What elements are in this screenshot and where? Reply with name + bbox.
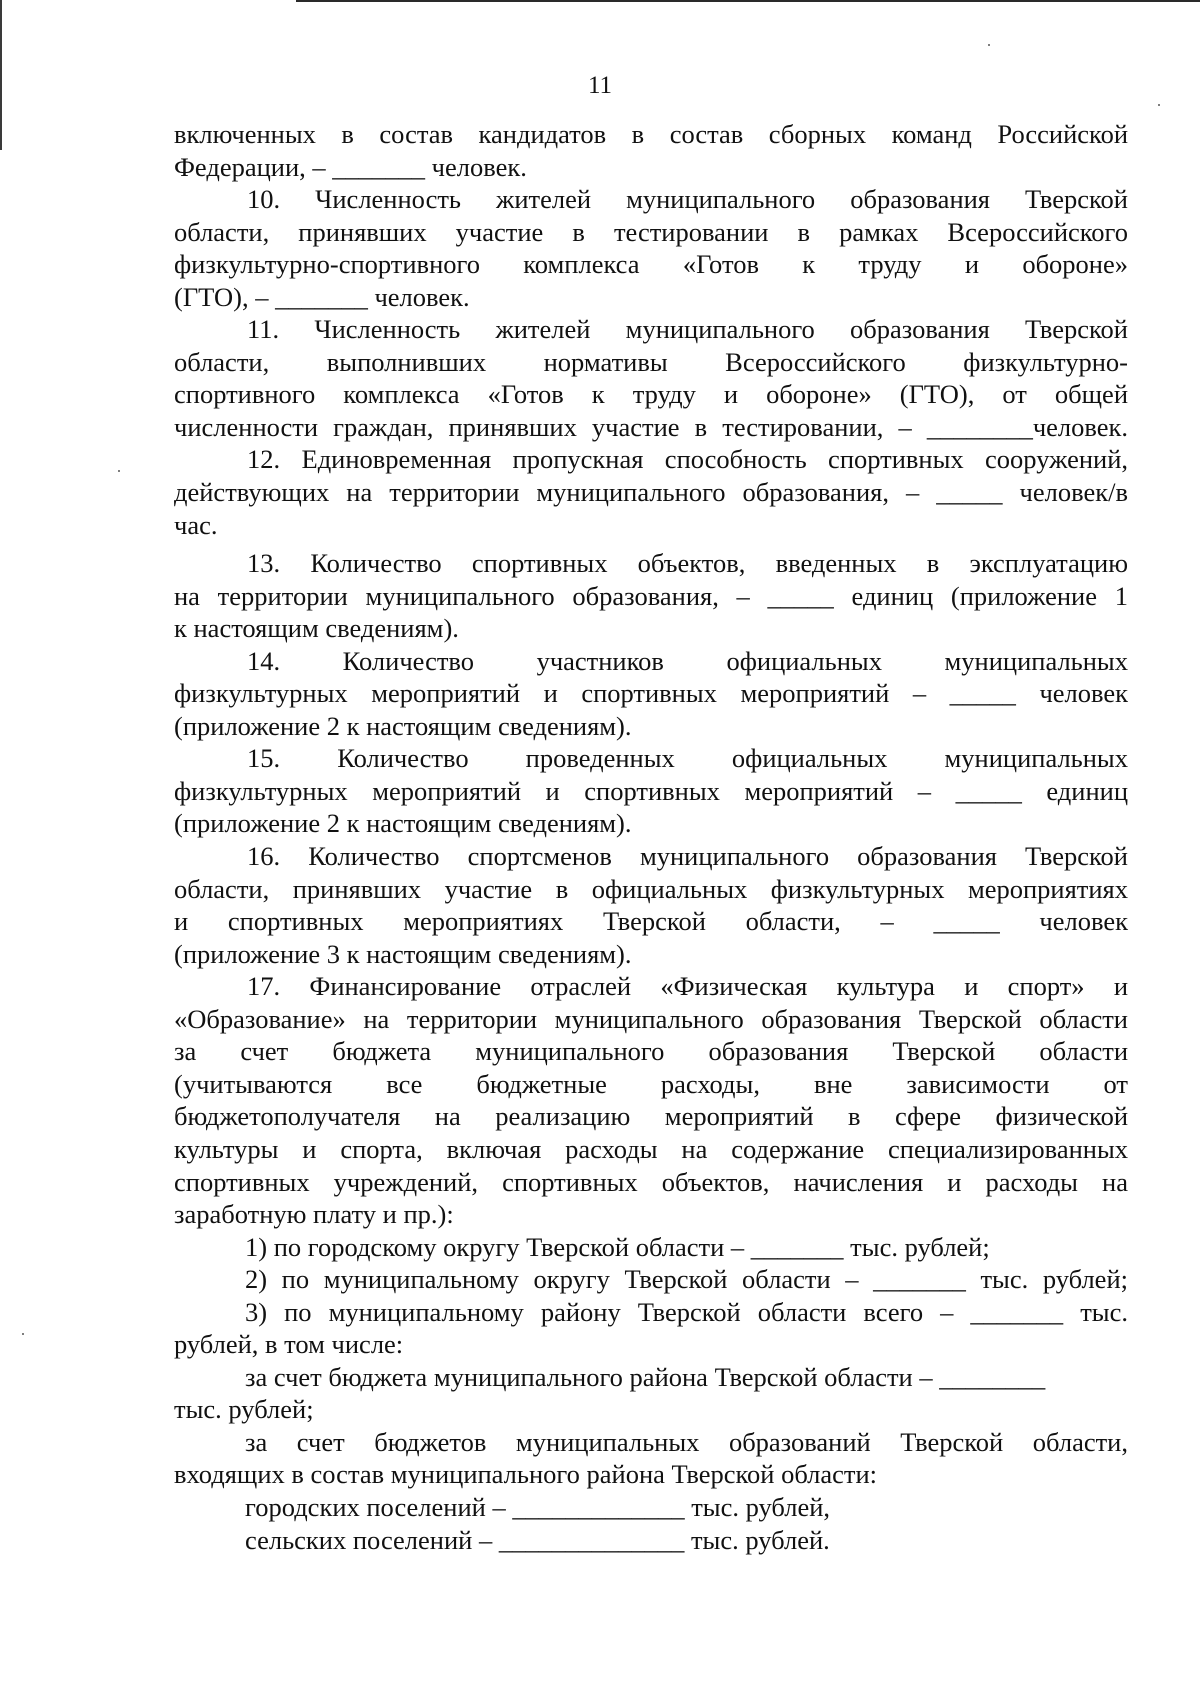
text-line: и спортивных мероприятиях Тверской области, – _____ человек (174, 906, 1128, 937)
text-line: за счет бюджетов муниципальных образований Тверской области, (245, 1426, 1128, 1457)
text-line: физкультурных мероприятий и спортивных мероприятий – _____ человек (174, 678, 1128, 709)
text-line: к настоящим сведениям). (174, 613, 459, 644)
text-line: за счет бюджета муниципального района Тверской области – ________ (245, 1361, 1046, 1392)
text-line: спортивного комплекса «Готов к труду и обороне» (ГТО), от общей (174, 379, 1128, 410)
text-line: час. (174, 509, 218, 540)
text-line: на территории муниципального образования, – _____ единиц (приложение 1 (174, 580, 1128, 611)
subitem-2: 2) по муниципальному округу Тверской области – _______ тыс. рублей; (245, 1264, 1128, 1295)
page-number: 11 (587, 72, 613, 99)
text-line: действующих на территории муниципального образования, – _____ человек/в (174, 477, 1128, 508)
text-line: области, принявших участие в официальных физкультурных мероприятиях (174, 873, 1128, 904)
item-12-heading: 12. Единовременная пропускная способность спортивных сооружений, (247, 444, 1128, 475)
text-line: «Образование» на территории муниципального образования Тверской области (174, 1003, 1128, 1034)
text-line: физкультурно-спортивного комплекса «Готов к труду и обороне» (174, 249, 1128, 280)
item-15-heading: 15. Количество проведенных официальных муниципальных (247, 743, 1128, 774)
text-line: (приложение 2 к настоящим сведениям). (174, 710, 632, 741)
text-line: (приложение 2 к настоящим сведениям). (174, 808, 632, 839)
item-11-heading: 11. Численность жителей муниципального образования Тверской (247, 314, 1128, 345)
scan-speck (118, 470, 120, 472)
text-line: тыс. рублей; (174, 1394, 314, 1425)
text-line: заработную плату и пр.): (174, 1199, 454, 1230)
scan-speck (988, 44, 990, 46)
text-line: области, принявших участие в тестировании в рамках Всероссийского (174, 216, 1128, 247)
item-14-heading: 14. Количество участников официальных муниципальных (247, 645, 1128, 676)
text-line: городских поселений – _____________ тыс. рублей, (245, 1491, 831, 1522)
scan-top-border (296, 0, 1200, 2)
text-line: (приложение 3 к настоящим сведениям). (174, 938, 632, 969)
item-17-heading: 17. Финансирование отраслей «Физическая культура и спорт» и (247, 971, 1128, 1002)
text-line: за счет бюджета муниципального образования Тверской области (174, 1036, 1128, 1067)
item-13-heading: 13. Количество спортивных объектов, введенных в эксплуатацию (247, 548, 1128, 579)
subitem-3: 3) по муниципальному району Тверской области всего – _______ тыс. (245, 1296, 1128, 1327)
item-16-heading: 16. Количество спортсменов муниципального образования Тверской (247, 841, 1128, 872)
text-line: входящих в состав муниципального района Тверской области: (174, 1459, 878, 1490)
text-line: численности граждан, принявших участие в тестировании, – ________человек. (174, 411, 1128, 442)
text-line: включенных в состав кандидатов в состав сборных команд Российской (174, 119, 1128, 149)
text-line: области, выполнивших нормативы Всероссийского физкультурно- (174, 346, 1128, 377)
subitem-1: 1) по городскому округу Тверской области – _______ тыс. рублей; (245, 1231, 990, 1262)
text-line: Федерации, – _______ человек. (174, 151, 527, 182)
text-line: культуры и спорта, включая расходы на содержание специализированных (174, 1133, 1128, 1164)
text-line: сельских поселений – ______________ тыс. рублей. (245, 1524, 830, 1555)
scan-speck (22, 1333, 24, 1335)
text-line: рублей, в том числе: (174, 1329, 404, 1360)
text-line: физкультурных мероприятий и спортивных мероприятий – _____ единиц (174, 775, 1128, 806)
document-body (174, 118, 1128, 1556)
text-line: (ГТО), – _______ человек. (174, 281, 470, 312)
text-line: бюджетополучателя на реализацию мероприятий в сфере физической (174, 1101, 1128, 1132)
text-line: спортивных учреждений, спортивных объектов, начисления и расходы на (174, 1166, 1128, 1197)
scan-speck (1158, 104, 1160, 106)
text-line: (учитываются все бюджетные расходы, вне зависимости от (174, 1068, 1128, 1099)
item-10-heading: 10. Численность жителей муниципального образования Тверской (247, 184, 1128, 215)
